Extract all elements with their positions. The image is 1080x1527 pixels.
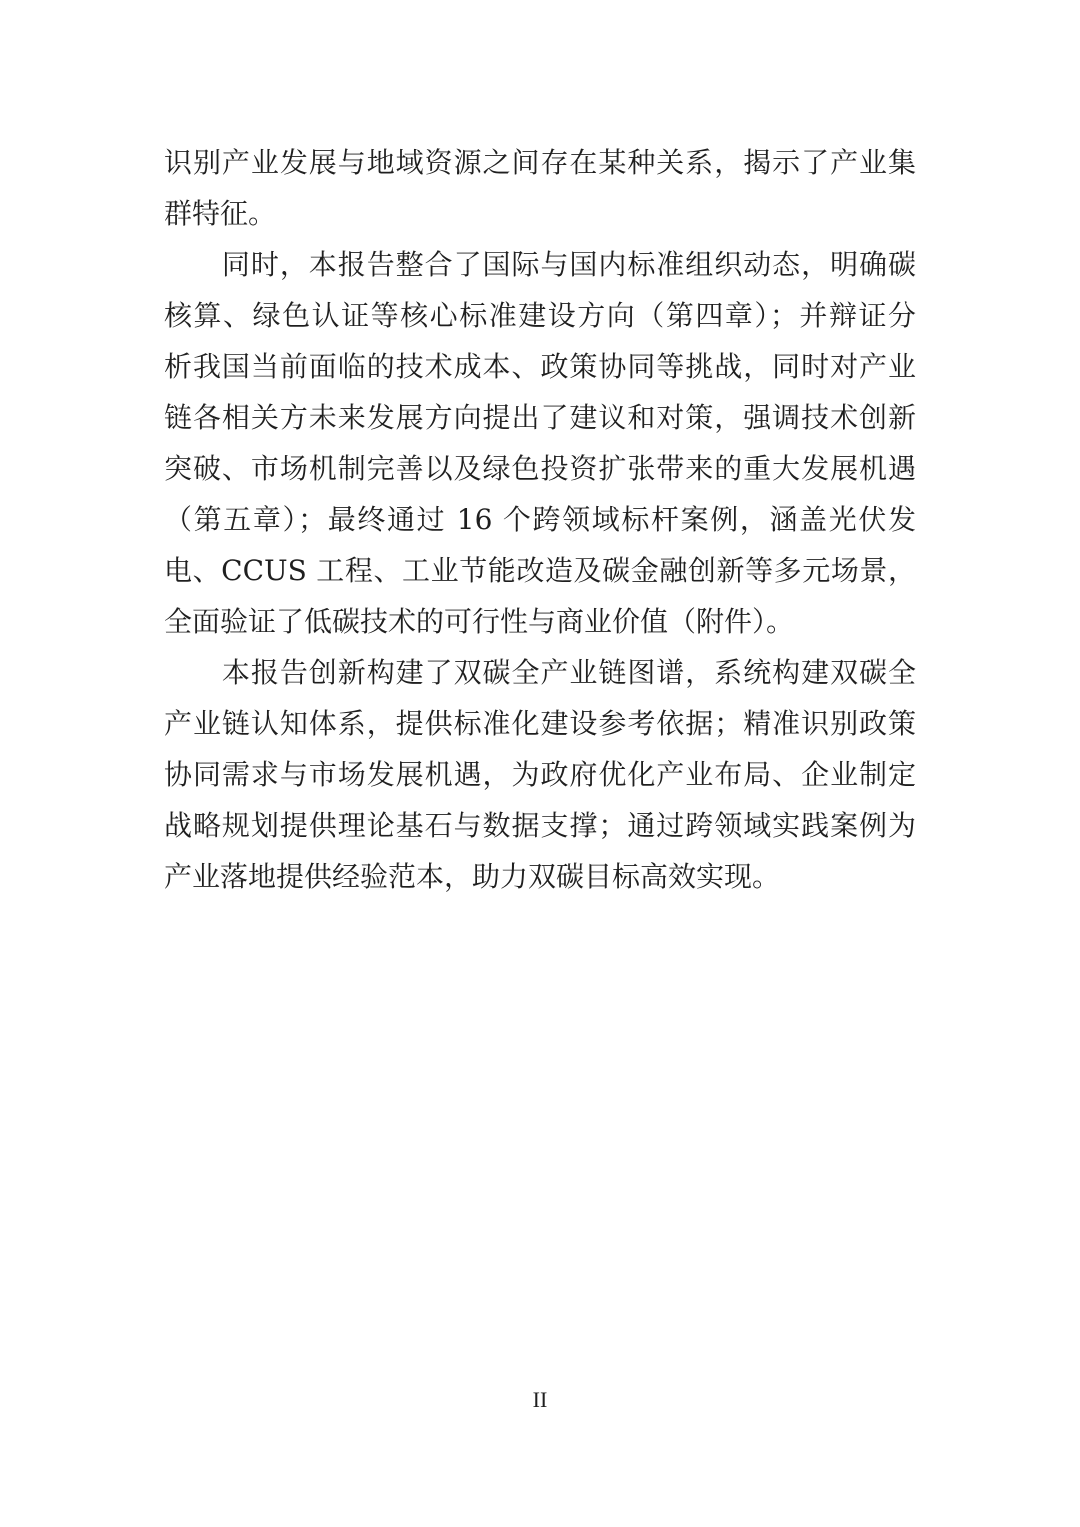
- text-line: 识别产业发展与地域资源之间存在某种关系，揭示了产业集: [164, 146, 916, 179]
- text-line: 战略规划提供理论基石与数据支撑；通过跨领域实践案例为: [164, 809, 916, 842]
- text-line: 产业链认知体系，提供标准化建设参考依据；精准识别政策: [164, 707, 916, 740]
- text-line: 本报告创新构建了双碳全产业链图谱，系统构建双碳全: [164, 656, 916, 689]
- text-line: 产业落地提供经验范本，助力双碳目标高效实现。: [164, 860, 781, 893]
- paragraph-3: [164, 647, 916, 902]
- text-line: 群特征。: [164, 197, 277, 230]
- text-line: 突破、市场机制完善以及绿色投资扩张带来的重大发展机遇: [164, 452, 916, 485]
- text-line: （第五章）；最终通过 16 个跨领域标杆案例，涵盖光伏发: [164, 503, 916, 536]
- paragraph-1: [164, 137, 916, 239]
- text-line: 核算、绿色认证等核心标准建设方向（第四章）；并辩证分: [164, 299, 916, 332]
- text-line: 同时，本报告整合了国际与国内标准组织动态，明确碳: [164, 248, 916, 281]
- page-number: II: [532, 1387, 548, 1412]
- body-text: [164, 137, 916, 902]
- text-line: 链各相关方未来发展方向提出了建议和对策，强调技术创新: [164, 401, 916, 434]
- paragraph-2: [164, 239, 916, 647]
- text-line: 电、CCUS 工程、工业节能改造及碳金融创新等多元场景，: [164, 554, 916, 587]
- text-line: 析我国当前面临的技术成本、政策协同等挑战，同时对产业: [164, 350, 916, 383]
- text-line: 全面验证了低碳技术的可行性与商业价值（附件）。: [164, 605, 795, 638]
- text-line: 协同需求与市场发展机遇，为政府优化产业布局、企业制定: [164, 758, 916, 791]
